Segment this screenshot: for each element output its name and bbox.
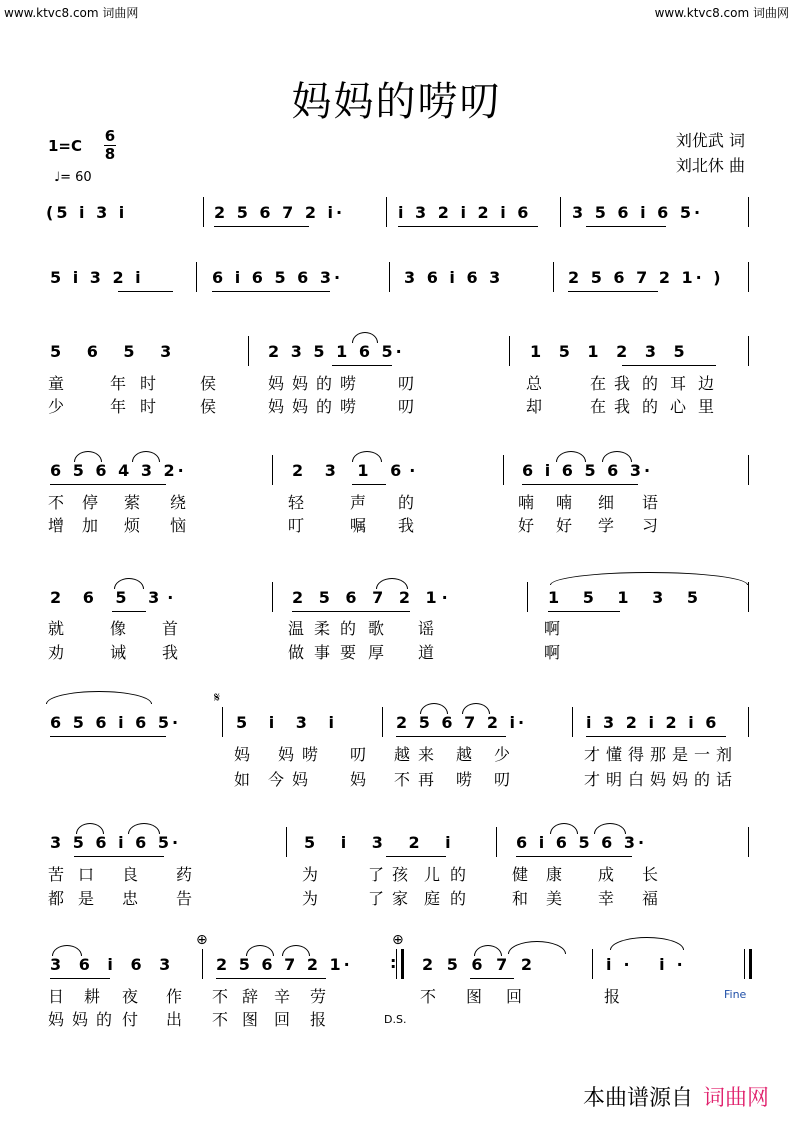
- barline: [527, 582, 528, 612]
- barline: [248, 336, 249, 366]
- lyric-char: 停: [82, 493, 99, 512]
- lyric-char: 幸: [598, 889, 615, 908]
- lyric-char: 妈: [72, 1010, 89, 1029]
- key-signature: 1=C: [48, 137, 83, 155]
- beam: [396, 736, 506, 737]
- measure: 6 i 6 5 6 3·: [212, 268, 344, 287]
- lyric-row-7a: [46, 862, 752, 884]
- site-watermark-left: www.ktvc8.com 词曲网: [4, 6, 139, 20]
- composer-credit: 刘北休 曲: [675, 156, 745, 175]
- barline: [386, 197, 387, 227]
- lyric-char: 一: [694, 745, 711, 764]
- lyric-char: 越: [394, 745, 411, 764]
- measure: 6 i 6 5 6 3·: [516, 833, 648, 852]
- measure: 3 6 i 6 3: [50, 955, 177, 974]
- lyric-char: 辛: [274, 987, 291, 1006]
- lyric-char: 萦: [124, 493, 141, 512]
- lyric-row-6b: [46, 767, 752, 789]
- lyric-char: 声: [350, 493, 367, 512]
- beam: [398, 226, 538, 227]
- lyric-char: 唠: [456, 770, 473, 789]
- beam: [586, 226, 666, 227]
- lyric-char: 苦: [48, 865, 65, 884]
- lyric-char: 的: [642, 374, 659, 393]
- lyric-char: 都: [48, 889, 65, 908]
- measure: 2 5 6 7 2 1·: [292, 588, 453, 607]
- lyric-char: 回: [274, 1010, 291, 1029]
- lyric-char: 时: [140, 397, 157, 416]
- lyric-char: 告: [176, 889, 193, 908]
- lyric-char: 首: [162, 619, 179, 638]
- beam: [50, 736, 166, 737]
- lyric-char: 喃: [518, 493, 535, 512]
- slur: [114, 578, 144, 589]
- lyric-char: 如: [234, 770, 251, 789]
- barline: [560, 197, 561, 227]
- beam: [212, 291, 330, 292]
- repeat-barline: [396, 949, 404, 979]
- lyric-char: 作: [166, 987, 183, 1006]
- beam: [386, 856, 446, 857]
- barline: [272, 582, 273, 612]
- lyric-char: 我: [614, 397, 631, 416]
- lyric-char: 报: [310, 1010, 327, 1029]
- lyric-char: 为: [302, 865, 319, 884]
- slur: [550, 823, 578, 834]
- beam: [622, 365, 716, 366]
- lyric-char: 回: [506, 987, 523, 1006]
- source-footer: [583, 1081, 769, 1112]
- slur: [550, 572, 748, 585]
- lyric-char: 习: [642, 516, 659, 535]
- lyric-char: 懂: [606, 745, 623, 764]
- beam: [332, 365, 392, 366]
- lyric-char: 图: [466, 987, 483, 1006]
- slur: [556, 451, 586, 462]
- lyric-row-3b: [46, 394, 752, 416]
- beam: [522, 484, 638, 485]
- lyric-char: 的: [642, 397, 659, 416]
- barline: [748, 582, 749, 612]
- lyric-char: 得: [628, 745, 645, 764]
- lyric-char: 孩: [392, 865, 409, 884]
- lyric-char: 在: [590, 397, 607, 416]
- beam: [292, 611, 410, 612]
- lyric-char: 时: [140, 374, 157, 393]
- lyric-char: 侯: [200, 374, 217, 393]
- lyric-char: 不: [48, 493, 65, 512]
- barline: [748, 262, 749, 292]
- measure: 5 i 3 2 i: [304, 833, 461, 852]
- slur: [610, 937, 684, 950]
- lyric-char: 增: [48, 516, 65, 535]
- barline: [389, 262, 390, 292]
- lyric-char: 今: [268, 770, 285, 789]
- lyric-char: 唠: [340, 374, 357, 393]
- lyric-char: 妈: [48, 1010, 65, 1029]
- lyric-char: 剂: [716, 745, 733, 764]
- lyric-row-4b: [46, 513, 752, 535]
- score-row-3: [46, 342, 752, 372]
- measure: 2 5 6 7 2 i·: [396, 713, 528, 732]
- beam: [586, 736, 726, 737]
- footer-brand-link[interactable]: 词曲网: [702, 1086, 769, 1111]
- slur: [420, 703, 448, 714]
- score-row-8: [46, 955, 752, 985]
- lyric-char: 再: [418, 770, 435, 789]
- lyric-char: 儿: [424, 865, 441, 884]
- lyric-char: 健: [512, 865, 529, 884]
- coda-icon: ⊕: [392, 932, 404, 948]
- slur: [76, 823, 104, 834]
- lyric-char: 美: [546, 889, 563, 908]
- lyric-char: 就: [48, 619, 65, 638]
- lyric-char: 报: [604, 987, 621, 1006]
- lyric-char: 那: [650, 745, 667, 764]
- lyric-char: 妈: [268, 374, 285, 393]
- beam: [568, 291, 658, 292]
- beam: [216, 978, 326, 979]
- lyric-char: 的: [398, 493, 415, 512]
- lyric-char: 不: [212, 1010, 229, 1029]
- lyric-char: 道: [418, 643, 435, 662]
- lyric-char: 边: [698, 374, 715, 393]
- lyric-row-4a: [46, 490, 752, 512]
- fine-mark: Fine: [724, 988, 747, 1001]
- measure: 5 i 3 i: [236, 713, 342, 732]
- lyric-char: 细: [598, 493, 615, 512]
- barline: [222, 707, 223, 737]
- measure: 2 5 6 7 2: [422, 955, 536, 974]
- lyric-char: 啊: [544, 619, 561, 638]
- lyric-char: 药: [176, 865, 193, 884]
- measure: 2 6 5 3·: [50, 588, 182, 607]
- measure: 2 3 1 6·: [292, 461, 424, 480]
- ds-mark: D.S.: [384, 1013, 407, 1026]
- score-row-5: [46, 588, 752, 618]
- slur: [602, 451, 632, 462]
- lyric-char: 妈: [292, 397, 309, 416]
- lyric-char: 劝: [48, 643, 65, 662]
- barline: [272, 455, 273, 485]
- lyric-char: 康: [546, 865, 563, 884]
- measure: 2 5 6 7 2 1· ): [568, 268, 724, 287]
- barline: [572, 707, 573, 737]
- lyric-char: 不: [420, 987, 437, 1006]
- score-row-1: [46, 203, 752, 233]
- lyric-char: 妈: [268, 397, 285, 416]
- lyric-char: 妈: [672, 770, 689, 789]
- barline: [286, 827, 287, 857]
- lyric-char: 我: [162, 643, 179, 662]
- lyric-char: 来: [418, 745, 435, 764]
- measure: 5 6 5 3: [50, 342, 182, 361]
- measure: 2 5 6 7 2 i·: [214, 203, 346, 222]
- slur: [352, 451, 382, 462]
- lyric-char: 耳: [670, 374, 687, 393]
- lyric-char: 良: [122, 865, 139, 884]
- lyric-char: 唠: [340, 397, 357, 416]
- lyric-char: 啊: [544, 643, 561, 662]
- lyric-row-8a: [46, 984, 752, 1006]
- time-signature: [104, 128, 116, 163]
- tempo-mark: [54, 170, 92, 185]
- segno-icon: 𝄋: [214, 690, 221, 706]
- lyric-char: 日: [48, 987, 65, 1006]
- measure: 3 6 i 6 3: [404, 268, 504, 287]
- slur: [508, 941, 566, 954]
- lyric-char: 妈: [650, 770, 667, 789]
- lyric-char: 了: [368, 889, 385, 908]
- lyric-char: 口: [78, 865, 95, 884]
- measure: 6 i 6 5 6 3·: [522, 461, 654, 480]
- final-barline: [744, 949, 752, 979]
- measure: 1 5 1 2 3 5: [530, 342, 691, 361]
- lyric-char: 和: [512, 889, 529, 908]
- lyric-char: 的: [316, 397, 333, 416]
- measure: 5 i 3 2 i: [50, 268, 144, 287]
- lyric-char: 妈: [278, 745, 295, 764]
- slur: [46, 691, 152, 704]
- lyric-char: 是: [672, 745, 689, 764]
- lyric-char: 才: [584, 770, 601, 789]
- beam: [74, 856, 164, 857]
- tempo-value: = 60: [60, 170, 92, 185]
- lyric-char: 叨: [398, 374, 415, 393]
- lyric-row-5a: [46, 616, 752, 638]
- barline: [496, 827, 497, 857]
- score-row-4: [46, 461, 752, 491]
- lyric-char: 少: [48, 397, 65, 416]
- slur: [128, 823, 160, 834]
- measure: i· i·: [606, 955, 695, 974]
- lyric-char: 忠: [122, 889, 139, 908]
- lyric-char: 的: [96, 1010, 113, 1029]
- quarter-note-icon: ♩: [54, 170, 61, 185]
- measure: 2 5 6 7 2 1·: [216, 955, 353, 974]
- lyric-char: 唠: [302, 745, 319, 764]
- lyric-char: 妈: [350, 770, 367, 789]
- lyric-char: 里: [698, 397, 715, 416]
- lyric-char: 妈: [292, 770, 309, 789]
- lyric-char: 柔: [314, 619, 331, 638]
- lyric-char: 妈: [234, 745, 251, 764]
- lyric-char: 像: [110, 619, 127, 638]
- lyric-char: 做: [288, 643, 305, 662]
- score-row-6: [46, 713, 752, 743]
- beam: [470, 978, 514, 979]
- lyric-char: 才: [584, 745, 601, 764]
- lyric-char: 图: [242, 1010, 259, 1029]
- beam: [118, 291, 173, 292]
- lyric-char: 成: [598, 865, 615, 884]
- barline: [748, 336, 749, 366]
- barline: [748, 197, 749, 227]
- lyric-char: 绕: [170, 493, 187, 512]
- lyric-char: 少: [494, 745, 511, 764]
- lyric-char: 却: [526, 397, 543, 416]
- lyric-char: 好: [518, 516, 535, 535]
- measure: 3 5 6 i 6 5·: [50, 833, 182, 852]
- lyric-char: 的: [694, 770, 711, 789]
- slur: [352, 332, 378, 343]
- lyric-row-3a: [46, 371, 752, 393]
- lyric-char: 为: [302, 889, 319, 908]
- lyric-char: 叮: [288, 516, 305, 535]
- lyric-char: 福: [642, 889, 659, 908]
- measure: 3 5 6 i 6 5·: [572, 203, 704, 222]
- lyric-char: 话: [716, 770, 733, 789]
- beam: [352, 484, 386, 485]
- barline: [203, 197, 204, 227]
- lyric-char: 歌: [368, 619, 385, 638]
- barline: [196, 262, 197, 292]
- lyric-char: 好: [556, 516, 573, 535]
- measure: i 3 2 i 2 i 6: [398, 203, 532, 222]
- lyric-char: 辞: [242, 987, 259, 1006]
- footer-source-text: 本曲谱源自: [582, 1086, 693, 1111]
- lyric-char: 侯: [200, 397, 217, 416]
- lyric-char: 在: [590, 374, 607, 393]
- lyric-char: 的: [316, 374, 333, 393]
- lyric-char: 心: [670, 397, 687, 416]
- lyric-char: 谣: [418, 619, 435, 638]
- slur: [376, 578, 408, 589]
- measure: 6 5 6 4 3 2·: [50, 461, 187, 480]
- lyric-char: 总: [526, 374, 543, 393]
- lyric-char: 付: [122, 1010, 139, 1029]
- lyric-char: 恼: [170, 516, 187, 535]
- lyricist-credit: 刘优武 词: [675, 131, 745, 150]
- lyric-char: 妈: [292, 374, 309, 393]
- lyric-char: 轻: [288, 493, 305, 512]
- meter-top: 6: [104, 127, 116, 145]
- measure: i 3 2 i 2 i 6: [586, 713, 720, 732]
- lyric-row-6a: [46, 742, 752, 764]
- lyric-char: 年: [110, 374, 127, 393]
- beam: [214, 226, 309, 227]
- lyric-char: 嘱: [350, 516, 367, 535]
- slur: [282, 945, 310, 956]
- barline: [202, 949, 203, 979]
- coda-icon: ⊕: [196, 932, 208, 948]
- score-row-7: [46, 833, 752, 863]
- lyric-char: 年: [110, 397, 127, 416]
- slur: [594, 823, 626, 834]
- lyric-char: 的: [450, 865, 467, 884]
- barline: [592, 949, 593, 979]
- barline: [509, 336, 510, 366]
- lyric-char: 是: [78, 889, 95, 908]
- slur: [74, 451, 102, 462]
- barline: [748, 827, 749, 857]
- score-row-2: [46, 268, 752, 298]
- lyric-char: 叨: [494, 770, 511, 789]
- lyric-char: 童: [48, 374, 65, 393]
- lyric-char: 我: [614, 374, 631, 393]
- lyric-char: 长: [642, 865, 659, 884]
- lyric-row-5b: [46, 640, 752, 662]
- measure: 6 5 6 i 6 5·: [50, 713, 182, 732]
- lyric-row-7b: [46, 886, 752, 908]
- lyric-char: 诫: [110, 643, 127, 662]
- slur: [474, 945, 502, 956]
- lyric-char: 越: [456, 745, 473, 764]
- lyric-char: 加: [82, 516, 99, 535]
- lyric-char: 温: [288, 619, 305, 638]
- lyric-char: 白: [628, 770, 645, 789]
- barline: [503, 455, 504, 485]
- lyric-char: 劳: [310, 987, 327, 1006]
- measure: 1 5 1 3 5: [548, 588, 707, 607]
- lyric-char: 了: [368, 865, 385, 884]
- lyric-char: 叨: [398, 397, 415, 416]
- slur: [132, 451, 160, 462]
- beam: [516, 856, 632, 857]
- site-watermark-right: www.ktvc8.com 词曲网: [654, 6, 789, 20]
- lyric-char: 出: [166, 1010, 183, 1029]
- beam: [548, 611, 620, 612]
- lyric-char: 叨: [350, 745, 367, 764]
- barline: [553, 262, 554, 292]
- lyric-char: 明: [606, 770, 623, 789]
- lyric-char: 耕: [84, 987, 101, 1006]
- barline: [382, 707, 383, 737]
- lyric-char: 喃: [556, 493, 573, 512]
- lyric-char: 烦: [124, 516, 141, 535]
- lyric-char: 事: [314, 643, 331, 662]
- lyric-char: 学: [598, 516, 615, 535]
- slur: [52, 945, 82, 956]
- measure: (5 i 3 i: [46, 203, 128, 222]
- lyric-char: 的: [340, 619, 357, 638]
- lyric-char: 厚: [368, 643, 385, 662]
- beam: [112, 611, 146, 612]
- lyric-char: 不: [212, 987, 229, 1006]
- repeat-dots-icon: :: [390, 953, 397, 972]
- lyric-char: 要: [340, 643, 357, 662]
- measure: 2 3 5 1 6 5·: [268, 342, 405, 361]
- barline: [748, 707, 749, 737]
- lyric-char: 夜: [122, 987, 139, 1006]
- slur: [246, 945, 274, 956]
- beam: [50, 484, 166, 485]
- beam: [50, 978, 110, 979]
- song-title: 妈妈的唠叨: [291, 79, 502, 125]
- meter-bottom: 8: [104, 145, 116, 163]
- lyric-char: 语: [642, 493, 659, 512]
- lyric-char: 庭: [424, 889, 441, 908]
- lyric-char: 我: [398, 516, 415, 535]
- lyric-char: 的: [450, 889, 467, 908]
- lyric-char: 不: [394, 770, 411, 789]
- lyric-char: 家: [392, 889, 409, 908]
- slur: [462, 703, 490, 714]
- barline: [748, 455, 749, 485]
